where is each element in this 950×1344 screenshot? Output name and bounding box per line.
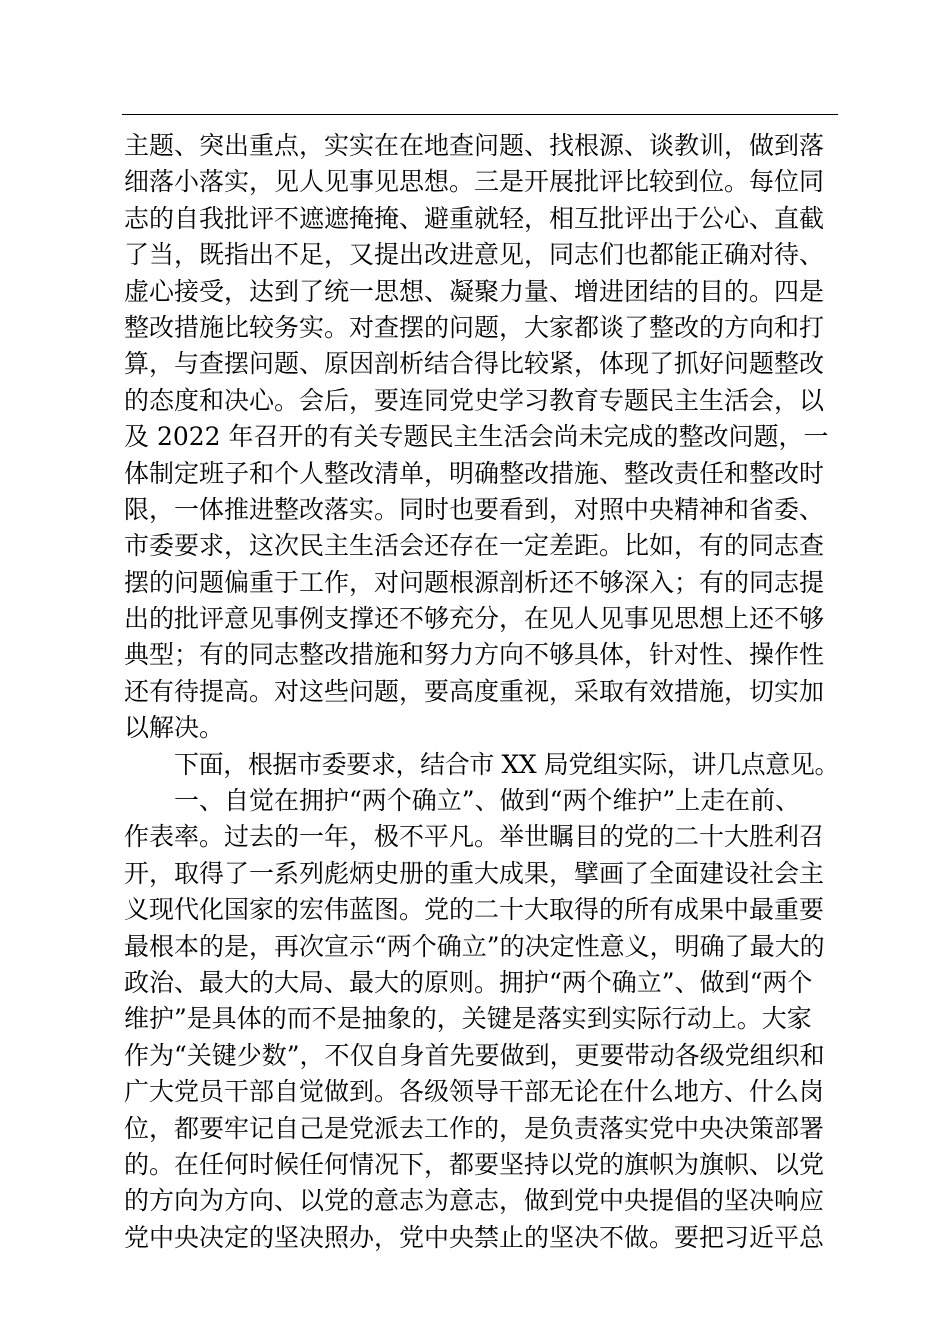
text-line: 维护”是具体的而不是抽象的，关键是落实到实际行动上。大家 bbox=[124, 1004, 812, 1034]
text-line: 最根本的是，再次宣示“两个确立”的决定性意义，明确了最大的 bbox=[124, 931, 825, 961]
text-line: 的方向为方向、以党的意志为意志，做到党中央提倡的坚决响应 bbox=[124, 1186, 825, 1216]
text-line: 的。在任何时候任何情况下，都要坚持以党的旗帜为旗帜、以党 bbox=[124, 1149, 825, 1179]
text-line: 政治、最大的大局、最大的原则。拥护“两个确立”、做到“两个 bbox=[124, 967, 813, 997]
text-line: 作表率。过去的一年，极不平凡。举世瞩目的党的二十大胜利召 bbox=[124, 822, 825, 852]
text-line: 义现代化国家的宏伟蓝图。党的二十大取得的所有成果中最重要 bbox=[124, 895, 825, 925]
text-line: 市委要求，这次民主生活会还存在一定差距。比如，有的同志查 bbox=[124, 531, 825, 561]
text-line: 出的批评意见事例支撑还不够充分，在见人见事见思想上还不够 bbox=[124, 604, 825, 634]
text-line: 志的自我批评不遮遮掩掩、避重就轻，相互批评出于公心、直截 bbox=[124, 203, 825, 233]
text-line: 整改措施比较务实。对查摆的问题，大家都谈了整改的方向和打 bbox=[124, 312, 825, 342]
text-line: 摆的问题偏重于工作，对问题根源剖析还不够深入；有的同志提 bbox=[124, 567, 825, 597]
text-line: 典型；有的同志整改措施和努力方向不够具体，针对性、操作性 bbox=[124, 640, 825, 670]
text-line: 广大党员干部自觉做到。各级领导干部无论在什么地方、什么岗 bbox=[124, 1077, 825, 1107]
text-line: 一、自觉在拥护“两个确立”、做到“两个维护”上走在前、 bbox=[174, 786, 801, 816]
text-line: 虚心接受，达到了统一思想、凝聚力量、增进团结的目的。四是 bbox=[124, 276, 825, 306]
header-rule bbox=[122, 114, 838, 115]
text-line: 还有待提高。对这些问题，要高度重视，采取有效措施，切实加 bbox=[124, 676, 825, 706]
text-line: 体制定班子和个人整改清单，明确整改措施、整改责任和整改时 bbox=[124, 458, 825, 488]
text-line: 下面，根据市委要求，结合市 XX 局党组实际，讲几点意见。 bbox=[174, 749, 840, 779]
text-line: 以解决。 bbox=[124, 713, 225, 743]
text-line: 的态度和决心。会后，要连同党史学习教育专题民主生活会，以 bbox=[124, 385, 825, 415]
text-line: 作为“关键少数”，不仅自身首先要做到，更要带动各级党组织和 bbox=[124, 1040, 825, 1070]
text-line: 开，取得了一系列彪炳史册的重大成果，擘画了全面建设社会主 bbox=[124, 858, 825, 888]
text-line: 党中央决定的坚决照办，党中央禁止的坚决不做。要把习近平总 bbox=[124, 1222, 825, 1252]
text-line: 及 2022 年召开的有关专题民主生活会尚未完成的整改问题，一 bbox=[124, 422, 829, 452]
text-line: 了当，既指出不足，又提出改进意见，同志们也都能正确对待、 bbox=[124, 240, 825, 270]
text-line: 限，一体推进整改落实。同时也要看到，对照中央精神和省委、 bbox=[124, 494, 825, 524]
text-line: 细落小落实，见人见事见思想。三是开展批评比较到位。每位同 bbox=[124, 167, 825, 197]
text-line: 主题、突出重点，实实在在地查问题、找根源、谈教训，做到落 bbox=[124, 131, 825, 160]
text-line: 位，都要牢记自己是党派去工作的，是负责落实党中央决策部署 bbox=[124, 1113, 825, 1143]
text-line: 算，与查摆问题、原因剖析结合得比较紧，体现了抓好问题整改 bbox=[124, 349, 825, 379]
body-text bbox=[124, 128, 840, 1256]
